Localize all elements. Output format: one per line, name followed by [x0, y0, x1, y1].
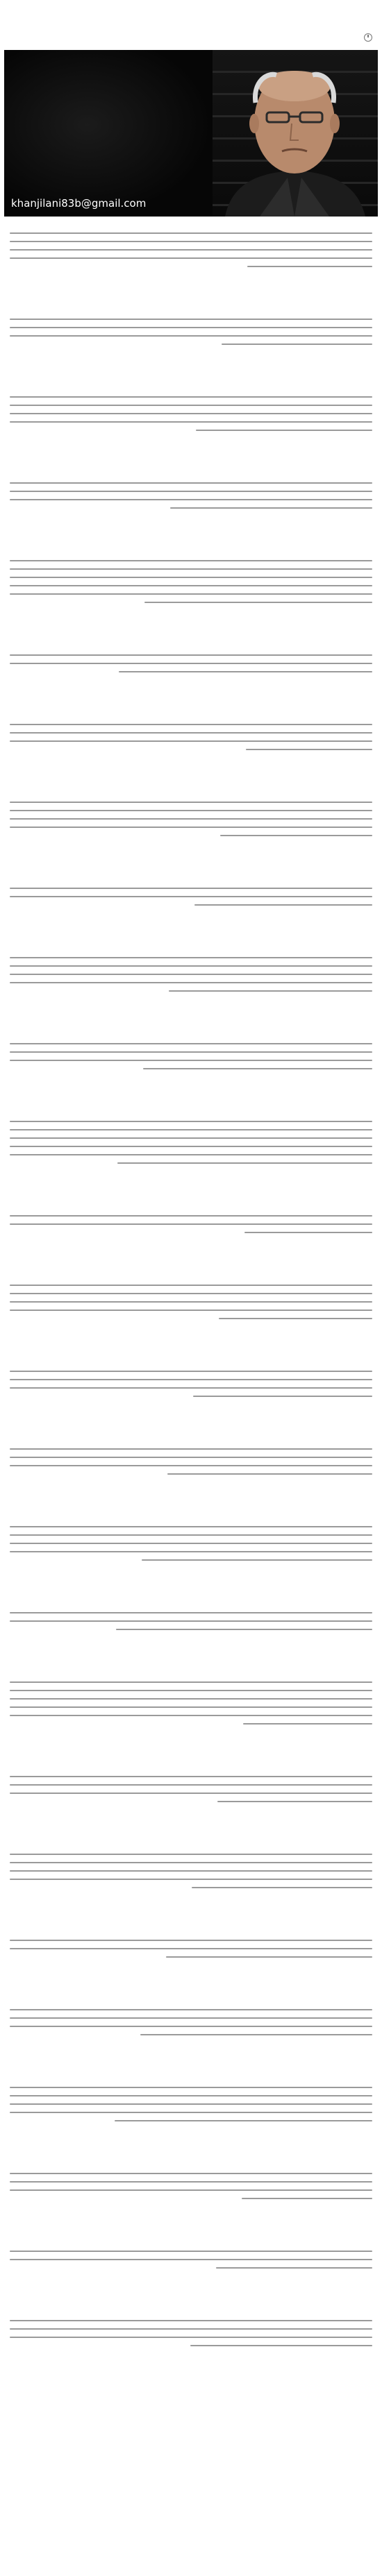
text-line — [216, 2267, 372, 2269]
text-line — [10, 1793, 372, 1794]
column-banner — [4, 50, 378, 217]
text-line — [10, 1137, 372, 1139]
text-line — [10, 1457, 372, 1458]
text-line — [244, 1232, 372, 1233]
text-line — [242, 2198, 372, 2199]
text-line — [10, 1154, 372, 1155]
article-paragraph — [10, 1445, 372, 1478]
text-line — [194, 904, 372, 906]
text-line — [10, 724, 372, 725]
text-line — [10, 957, 372, 958]
text-line — [10, 319, 372, 320]
text-line — [10, 1534, 372, 1536]
text-line — [10, 974, 372, 975]
text-line — [219, 1318, 372, 1319]
text-line — [140, 2034, 372, 2035]
text-line — [10, 335, 372, 337]
text-line — [247, 266, 372, 267]
text-line — [10, 732, 372, 734]
text-line — [10, 2026, 372, 2027]
text-line — [10, 2181, 372, 2183]
article-paragraph — [10, 393, 372, 434]
text-line — [10, 396, 372, 398]
text-line — [10, 1870, 372, 1872]
article-paragraph — [10, 884, 372, 909]
text-line — [10, 2259, 372, 2260]
text-line — [10, 482, 372, 484]
text-line — [10, 232, 372, 234]
text-line — [10, 1121, 372, 1122]
article-paragraph — [10, 2247, 372, 2272]
text-line — [10, 2337, 372, 2338]
text-line — [10, 1543, 372, 1544]
text-line — [10, 827, 372, 828]
text-line — [10, 1215, 372, 1217]
text-line — [222, 344, 372, 345]
article-paragraph — [10, 315, 372, 348]
headline-bar — [0, 0, 382, 32]
text-line — [10, 1690, 372, 1691]
text-line — [10, 421, 372, 423]
article-paragraph — [10, 2006, 372, 2039]
text-line — [10, 654, 372, 656]
text-line — [10, 560, 372, 561]
article-paragraph — [10, 1040, 372, 1073]
text-line — [10, 405, 372, 406]
text-line — [10, 1526, 372, 1527]
article-paragraph — [10, 651, 372, 676]
text-line — [10, 241, 372, 242]
text-line — [10, 2251, 372, 2252]
text-line — [10, 810, 372, 811]
article-paragraph — [10, 1212, 372, 1237]
text-line — [10, 802, 372, 803]
text-line — [10, 1681, 372, 1683]
date-line — [360, 33, 372, 42]
text-line — [10, 2087, 372, 2088]
text-line — [10, 1948, 372, 1949]
text-line — [10, 818, 372, 820]
text-line — [10, 1310, 372, 1311]
text-line — [10, 1043, 372, 1044]
text-line — [10, 1940, 372, 1941]
text-line — [10, 585, 372, 586]
clock-icon — [364, 33, 372, 42]
article-paragraph — [10, 2169, 372, 2203]
text-line — [119, 671, 372, 672]
text-line — [217, 1801, 372, 1802]
article-paragraph — [10, 479, 372, 512]
text-line — [10, 663, 372, 664]
text-line — [10, 1551, 372, 1552]
text-line — [10, 2009, 372, 2010]
text-line — [10, 327, 372, 328]
text-line — [190, 2345, 372, 2346]
author-email[interactable]: khanjilani83b@gmail.com — [11, 197, 147, 210]
text-line — [144, 602, 372, 603]
text-line — [10, 965, 372, 967]
text-line — [10, 888, 372, 889]
text-line — [10, 568, 372, 570]
text-line — [10, 1371, 372, 1372]
text-line — [10, 2173, 372, 2174]
article-paragraph — [10, 2316, 372, 2350]
text-line — [10, 1379, 372, 1380]
text-line — [169, 990, 372, 992]
banner-text-area — [4, 50, 213, 217]
text-line — [115, 2120, 372, 2121]
text-line — [10, 1715, 372, 1716]
text-line — [220, 835, 372, 836]
text-line — [10, 577, 372, 578]
text-line — [10, 257, 372, 259]
text-line — [10, 1129, 372, 1130]
text-line — [10, 2103, 372, 2105]
article-paragraph — [10, 2083, 372, 2125]
text-line — [166, 1956, 372, 1958]
text-line — [10, 1465, 372, 1466]
text-line — [196, 430, 372, 431]
text-line — [167, 1473, 372, 1475]
article-paragraph — [10, 1609, 372, 1634]
text-line — [10, 1854, 372, 1855]
article-paragraph — [10, 1936, 372, 1961]
text-line — [246, 749, 372, 750]
text-line — [10, 896, 372, 897]
article-paragraph — [10, 1678, 372, 1728]
text-line — [10, 740, 372, 742]
text-line — [142, 1559, 372, 1561]
text-line — [10, 2328, 372, 2330]
text-line — [10, 2189, 372, 2191]
text-line — [10, 491, 372, 492]
text-line — [10, 1612, 372, 1613]
article-paragraph — [10, 557, 372, 607]
text-line — [10, 1776, 372, 1777]
article-paragraph — [10, 1772, 372, 1806]
text-line — [10, 1879, 372, 1880]
text-line — [10, 1051, 372, 1053]
article-paragraph — [10, 229, 372, 271]
text-line — [116, 1629, 372, 1630]
text-line — [10, 1620, 372, 1622]
text-line — [10, 249, 372, 251]
article-body — [10, 229, 372, 2568]
article-paragraph — [10, 1367, 372, 1400]
text-line — [10, 1698, 372, 1700]
text-line — [10, 1060, 372, 1061]
text-line — [10, 1146, 372, 1147]
text-line — [10, 1784, 372, 1786]
text-line — [10, 982, 372, 983]
article-paragraph — [10, 1117, 372, 1167]
text-line — [10, 1448, 372, 1450]
text-line — [10, 1293, 372, 1294]
article-paragraph — [10, 1523, 372, 1564]
text-line — [10, 2017, 372, 2019]
text-line — [10, 2320, 372, 2321]
text-line — [170, 507, 372, 509]
text-line — [10, 1223, 372, 1225]
text-line — [10, 1301, 372, 1303]
article-paragraph — [10, 1281, 372, 1323]
author-portrait — [218, 54, 371, 217]
text-line — [117, 1162, 372, 1164]
text-line — [10, 1285, 372, 1286]
text-line — [10, 2095, 372, 2096]
text-line — [10, 1862, 372, 1863]
text-line — [10, 593, 372, 595]
article-paragraph — [10, 954, 372, 995]
article-paragraph — [10, 720, 372, 754]
text-line — [10, 1387, 372, 1389]
text-line — [10, 1706, 372, 1708]
text-line — [243, 1723, 372, 1725]
text-line — [193, 1396, 372, 1397]
text-line — [10, 2112, 372, 2113]
text-line — [10, 413, 372, 414]
text-line — [143, 1068, 372, 1069]
article-paragraph — [10, 798, 372, 840]
article-paragraph — [10, 1850, 372, 1892]
text-line — [10, 499, 372, 500]
text-line — [192, 1887, 372, 1888]
